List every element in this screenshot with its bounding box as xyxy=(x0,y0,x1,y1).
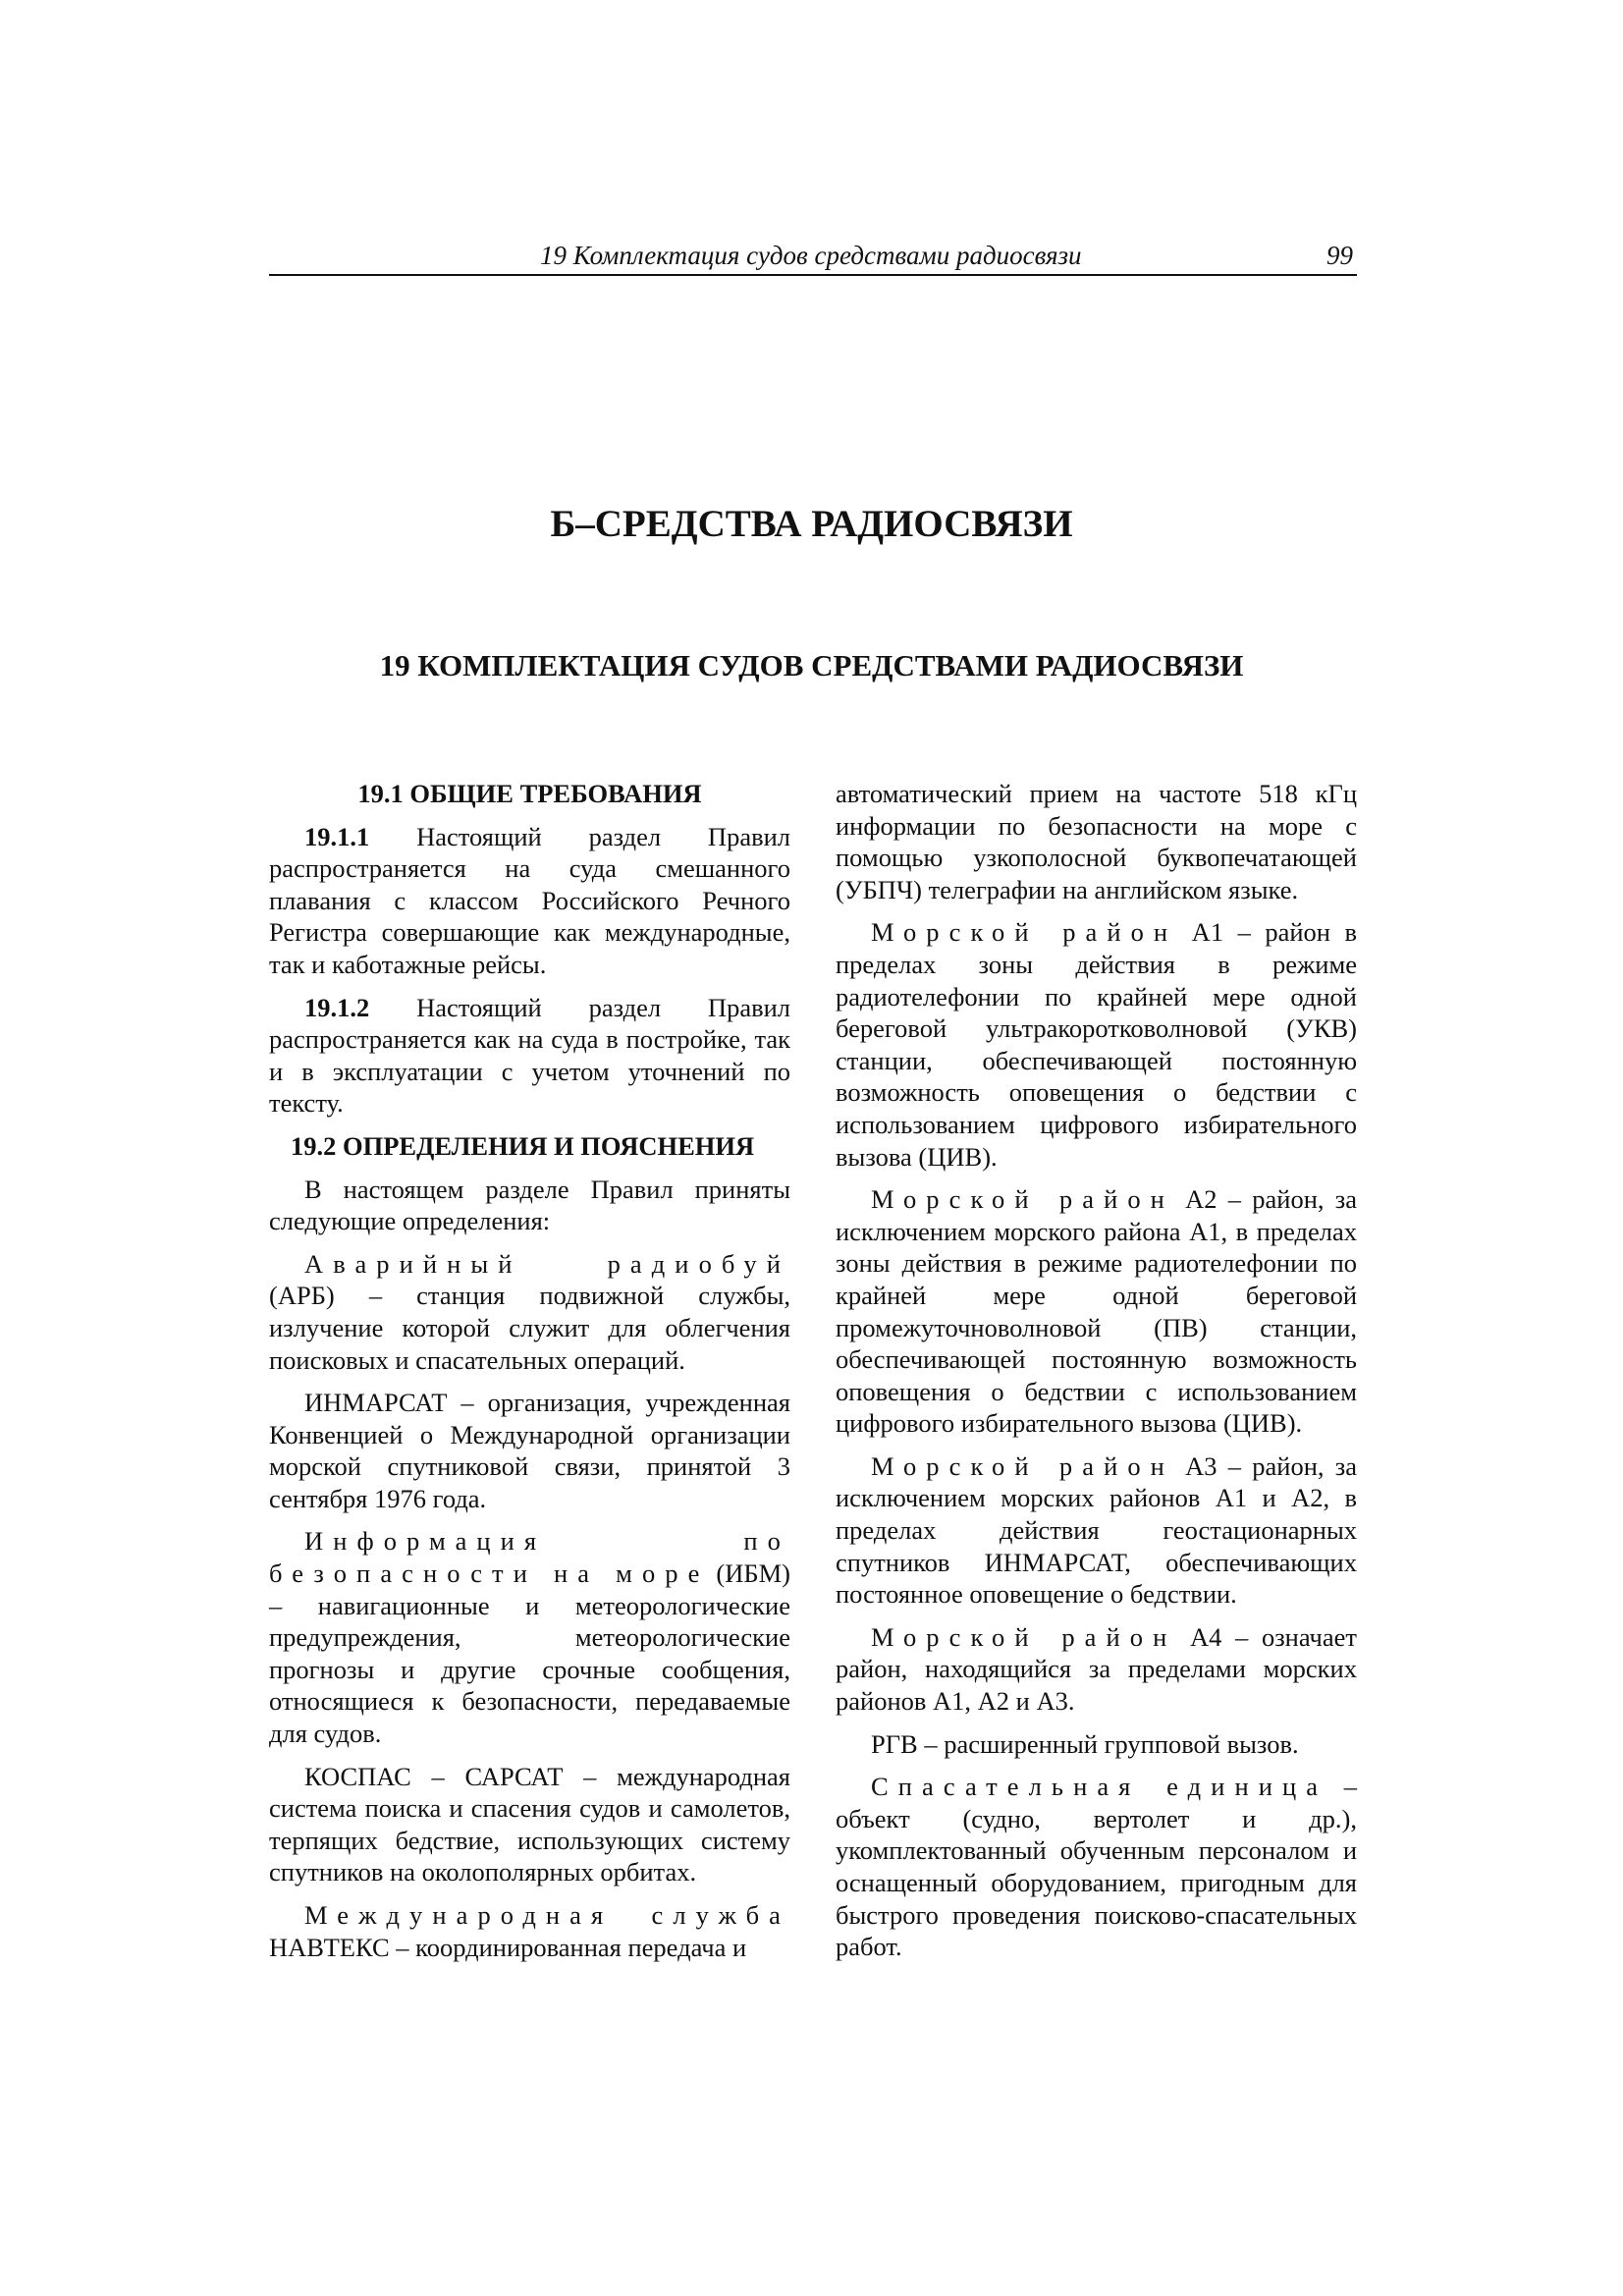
definition-inmarsat: ИНМАРСАТ – организация, учрежденная Конвенцией о Международной организации морской спутниковой связи, принятой 3 сентября 1976 года. xyxy=(269,1388,790,1513)
definition-sea-area-a2 xyxy=(836,1183,1357,1440)
definition-text: (АРБ) – станция подвижной службы, излучение которой служит для облегчения поисковых и спасательных операций. xyxy=(269,1281,790,1375)
definition-term: Морской район xyxy=(871,1621,1177,1652)
definition-text: А1 – район в пределах зоны действия в режиме радиотелефонии по крайней мере одной береговой ультракоротковолновой (УКВ) станции, обеспечивающей постоянную возможность оповещения о бедствии с использованием цифрового избирательного вызова (ЦИВ). xyxy=(836,917,1357,1172)
clause-number: 19.1.2 xyxy=(304,992,370,1022)
paragraph-19-1-1 xyxy=(269,821,790,981)
definition-navtex-continued: автоматический прием на частоте 518 кГц информации по безопасности на море с помощью узкополосной буквопечатающей (УБПЧ) телеграфии на английском языке. xyxy=(836,779,1357,904)
definition-text: А3 – район, за исключением морских районов А1 и А2, в пределах действия геостационарных спутников ИНМАРСАТ, обеспечивающих постоянное оповещение о бедствии. xyxy=(836,1450,1357,1610)
definition-text: НАВТЕКС – координированная передача и xyxy=(269,1932,747,1962)
definition-sea-area-a4 xyxy=(836,1621,1357,1718)
part-title: Б–СРЕДСТВА РАДИОСВЯЗИ xyxy=(550,503,1073,545)
definition-arb xyxy=(269,1248,790,1376)
section-heading-general: 19.1 ОБЩИЕ ТРЕБОВАНИЯ xyxy=(357,779,702,808)
definition-sea-area-a3 xyxy=(836,1450,1357,1611)
definition-text: А2 – район, за исключением морского района А1, в пределах зоны действия в режиме радиотелефонии по крайней мере одной береговой промежуточноволновой (ПВ) станции, обеспечивающей постоянную возможность оповещения о бедствии с использованием цифрового избирательного вызова (ЦИВ). xyxy=(836,1184,1357,1439)
definition-term: Международная служба xyxy=(304,1900,790,1930)
definition-rgv: РГВ – расширенный групповой вызов. xyxy=(871,1728,1299,1759)
section-heading-definitions: 19.2 ОПРЕДЕЛЕНИЯ И ПОЯСНЕНИЯ xyxy=(291,1130,755,1161)
definition-rescue-unit xyxy=(836,1771,1357,1963)
page-number: 99 xyxy=(1326,241,1353,270)
right-column xyxy=(836,778,1357,1974)
definition-navtex xyxy=(269,1899,790,1963)
clause-number: 19.1.1 xyxy=(304,821,370,851)
definitions-intro: В настоящем разделе Правил приняты следующие определения: xyxy=(269,1174,790,1236)
definition-ibm xyxy=(269,1525,790,1749)
definition-text: А4 – означает район, находящийся за пределами морских районов А1, А2 и А3. xyxy=(836,1621,1357,1717)
definition-term: Морской район xyxy=(871,917,1178,948)
definition-kospas-sarsat: КОСПАС – САРСАТ – международная система поиска и спасения судов и самолетов, терпящих бедствие, использующих систему спутников на околополярных орбитах. xyxy=(269,1761,790,1887)
clause-text: Настоящий раздел Правил распространяется как на суда в постройке, так и в эксплуатации с учетом уточнений по тексту. xyxy=(269,992,790,1119)
running-header xyxy=(269,239,1357,276)
running-title: 19 Комплектация судов средствами радиосвязи xyxy=(540,241,1082,270)
paragraph-19-1-2 xyxy=(269,992,790,1120)
definition-sea-area-a1 xyxy=(836,916,1357,1173)
definition-term: Морской район xyxy=(871,1184,1174,1215)
clause-text: Настоящий раздел Правил распространяется на суда смешанного плавания с классом Российского Речного Регистра совершающие как международные, так и каботажные рейсы. xyxy=(269,821,790,979)
chapter-title: 19 КОМПЛЕКТАЦИЯ СУДОВ СРЕДСТВАМИ РАДИОСВЯЗИ xyxy=(379,648,1244,683)
definition-term: Информация по безопасности на море xyxy=(269,1526,790,1589)
definition-text: (ИБМ) – навигационные и метеорологические предупреждения, метеорологические прогнозы и другие срочные сообщения, относящиеся к безопасности, передаваемые для судов. xyxy=(269,1558,790,1749)
definition-text: – объект (судно, вертолет и др.), укомплектованный обученным персоналом и оснащенный оборудованием, пригодным для быстрого проведения поисково-спасательных работ. xyxy=(836,1772,1357,1962)
definition-term: Спасательная единица xyxy=(871,1772,1328,1802)
definition-term: Аварийный радиобуй xyxy=(304,1248,790,1279)
definition-term: Морской район xyxy=(871,1450,1174,1481)
left-column xyxy=(269,778,790,1974)
